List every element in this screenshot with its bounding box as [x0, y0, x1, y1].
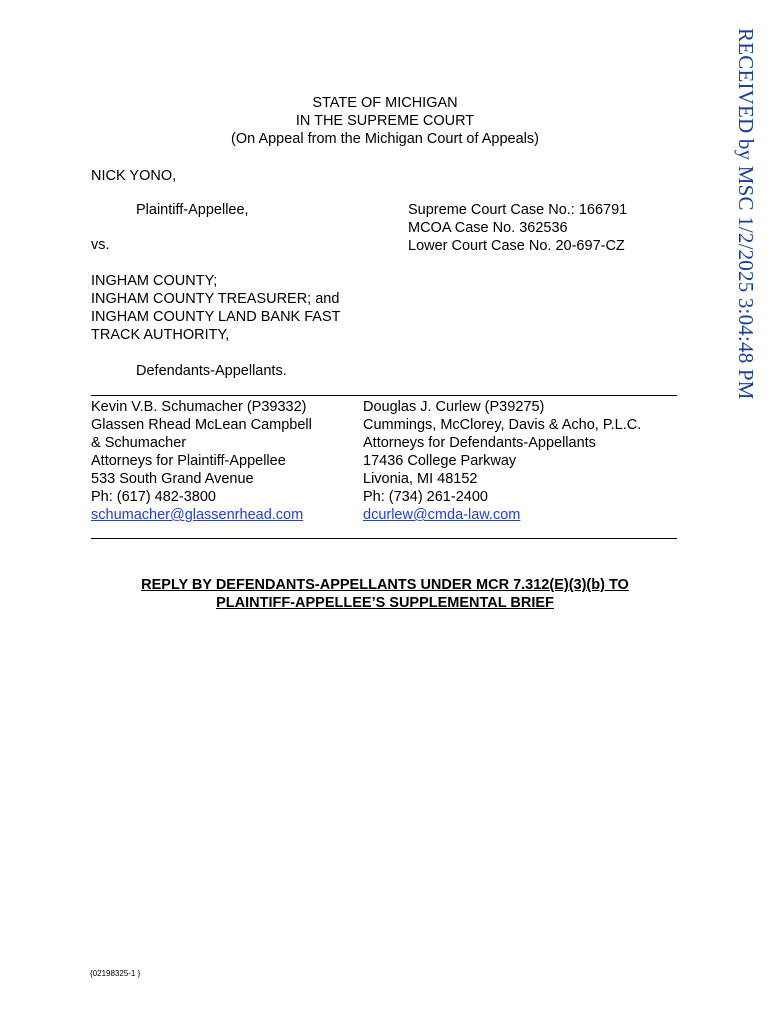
- document-title-line-2: PLAINTIFF-APPELLEE’S SUPPLEMENTAL BRIEF: [216, 595, 554, 611]
- counsel-line: Attorneys for Defendants-Appellants: [363, 435, 596, 451]
- caption-divider-top: [91, 395, 677, 396]
- defendant-counsel-email-link[interactable]: dcurlew@cmda-law.com: [363, 507, 521, 523]
- supreme-court-case-no: Supreme Court Case No.: 166791: [408, 202, 628, 218]
- document-footer-id: {02198325-1 }: [90, 969, 141, 978]
- defendant-counsel-block: [363, 398, 641, 524]
- court-state: STATE OF MICHIGAN: [312, 95, 458, 111]
- counsel-line: Cummings, McClorey, Davis & Acho, P.L.C.: [363, 417, 642, 433]
- plaintiff-role: Plaintiff-Appellee,: [136, 202, 249, 218]
- plaintiff-name: NICK YONO,: [91, 168, 177, 184]
- counsel-line: Glassen Rhead McLean Campbell: [91, 417, 312, 433]
- versus-label: vs.: [91, 237, 110, 253]
- caption-divider-bottom: [91, 538, 677, 539]
- counsel-line: Ph: (617) 482-3800: [91, 489, 216, 505]
- counsel-line: 533 South Grand Avenue: [91, 471, 254, 487]
- defendant-line: INGHAM COUNTY TREASURER; and: [91, 291, 340, 307]
- defendant-role: Defendants-Appellants.: [136, 363, 287, 379]
- defendants-list: [91, 272, 341, 344]
- court-appeal-note: (On Appeal from the Michigan Court of Appeals): [231, 131, 539, 147]
- document-title-line-1: REPLY BY DEFENDANTS-APPELLANTS UNDER MCR 7.312(E)(3)(b) TO: [141, 577, 629, 593]
- lower-court-case-no: Lower Court Case No. 20-697-CZ: [408, 238, 625, 254]
- defendant-line: INGHAM COUNTY;: [91, 273, 218, 289]
- counsel-line: Ph: (734) 261-2400: [363, 489, 488, 505]
- counsel-line: Kevin V.B. Schumacher (P39332): [91, 399, 307, 415]
- court-name: IN THE SUPREME COURT: [295, 113, 475, 129]
- defendant-line: INGHAM COUNTY LAND BANK FAST: [91, 309, 341, 325]
- plaintiff-counsel-block: [91, 398, 312, 524]
- counsel-line: Douglas J. Curlew (P39275): [363, 399, 545, 415]
- plaintiff-counsel-email-link[interactable]: schumacher@glassenrhead.com: [91, 507, 304, 523]
- counsel-line: Livonia, MI 48152: [363, 471, 478, 487]
- counsel-line: 17436 College Parkway: [363, 453, 517, 469]
- case-numbers: [408, 201, 627, 255]
- received-stamp: RECEIVED by MSC 1/2/2025 3:04:48 PM: [734, 28, 758, 400]
- mcoa-case-no: MCOA Case No. 362536: [408, 220, 568, 236]
- counsel-line: & Schumacher: [91, 435, 187, 451]
- defendant-line: TRACK AUTHORITY,: [91, 327, 230, 343]
- counsel-line: Attorneys for Plaintiff-Appellee: [91, 453, 286, 469]
- document-title: [0, 576, 770, 612]
- court-header: [0, 94, 770, 148]
